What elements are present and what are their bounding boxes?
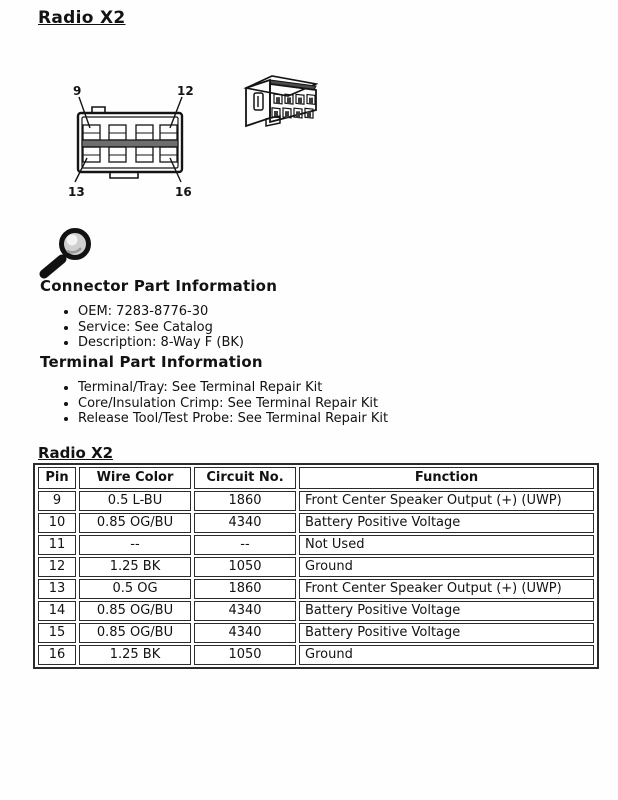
cell-pin: 12 <box>38 557 76 577</box>
cell-function: Battery Positive Voltage <box>299 623 594 643</box>
table-row <box>38 601 594 621</box>
cell-pin: 13 <box>38 579 76 599</box>
pin-table-caption: Radio X2 <box>38 444 114 462</box>
magnifier-icon <box>36 224 98 282</box>
cell-pin: 14 <box>38 601 76 621</box>
cell-circuit-no: -- <box>194 535 296 555</box>
cell-circuit-no: 1050 <box>194 645 296 665</box>
cell-circuit-no: 1860 <box>194 579 296 599</box>
col-header-circuit-no: Circuit No. <box>194 467 296 489</box>
table-row <box>38 513 594 533</box>
cell-wire-color: 0.5 L-BU <box>79 491 191 511</box>
connector-3d-illustration <box>226 62 318 132</box>
cell-wire-color: 1.25 BK <box>79 557 191 577</box>
list-item-oem: • OEM: 7283-8776-30 <box>78 304 244 320</box>
cavity-row-bottom <box>83 147 177 162</box>
pin-table <box>33 463 599 669</box>
list-item-core-crimp: • Core/Insulation Crimp: See Terminal Repair Kit <box>78 396 388 412</box>
cell-function: Battery Positive Voltage <box>299 601 594 621</box>
table-header-row <box>38 467 594 489</box>
pin-label-9: 9 <box>73 84 82 98</box>
pin-label-12: 12 <box>177 84 194 98</box>
terminal-part-info-list <box>62 380 388 427</box>
cell-pin: 15 <box>38 623 76 643</box>
cell-wire-color: 0.85 OG/BU <box>79 513 191 533</box>
cell-pin: 9 <box>38 491 76 511</box>
cell-wire-color: 0.5 OG <box>79 579 191 599</box>
cell-wire-color: -- <box>79 535 191 555</box>
col-header-wire-color: Wire Color <box>79 467 191 489</box>
page-title: Radio X2 <box>38 8 126 28</box>
pin-label-16: 16 <box>175 185 192 199</box>
table-row <box>38 535 594 555</box>
table-row <box>38 645 594 665</box>
cavity-row-top <box>83 125 177 140</box>
cell-circuit-no: 1860 <box>194 491 296 511</box>
cell-function: Front Center Speaker Output (+) (UWP) <box>299 579 594 599</box>
cell-circuit-no: 4340 <box>194 623 296 643</box>
cell-wire-color: 1.25 BK <box>79 645 191 665</box>
cell-pin: 16 <box>38 645 76 665</box>
cell-function: Ground <box>299 557 594 577</box>
housing-center-rib <box>82 140 178 147</box>
col-header-function: Function <box>299 467 594 489</box>
terminal-slots <box>272 94 315 118</box>
cell-circuit-no: 4340 <box>194 601 296 621</box>
list-item-terminal-tray: • Terminal/Tray: See Terminal Repair Kit <box>78 380 388 396</box>
connector-face-diagram <box>58 78 203 208</box>
table-row <box>38 491 594 511</box>
cell-pin: 10 <box>38 513 76 533</box>
col-header-pin: Pin <box>38 467 76 489</box>
table-row <box>38 579 594 599</box>
connector-part-info-list <box>62 304 244 351</box>
cell-pin: 11 <box>38 535 76 555</box>
list-item-release-tool: • Release Tool/Test Probe: See Terminal Repair Kit <box>78 411 388 427</box>
terminal-part-info-heading: Terminal Part Information <box>40 353 263 371</box>
list-item-description: • Description: 8-Way F (BK) <box>78 335 244 351</box>
cell-circuit-no: 1050 <box>194 557 296 577</box>
cell-function: Front Center Speaker Output (+) (UWP) <box>299 491 594 511</box>
connector-part-info-heading: Connector Part Information <box>40 277 278 295</box>
list-item-service: • Service: See Catalog <box>78 320 244 336</box>
cell-function: Not Used <box>299 535 594 555</box>
pin-label-13: 13 <box>68 185 85 199</box>
cell-function: Ground <box>299 645 594 665</box>
cell-circuit-no: 4340 <box>194 513 296 533</box>
cell-wire-color: 0.85 OG/BU <box>79 601 191 621</box>
cell-wire-color: 0.85 OG/BU <box>79 623 191 643</box>
table-row <box>38 557 594 577</box>
cell-function: Battery Positive Voltage <box>299 513 594 533</box>
table-row <box>38 623 594 643</box>
